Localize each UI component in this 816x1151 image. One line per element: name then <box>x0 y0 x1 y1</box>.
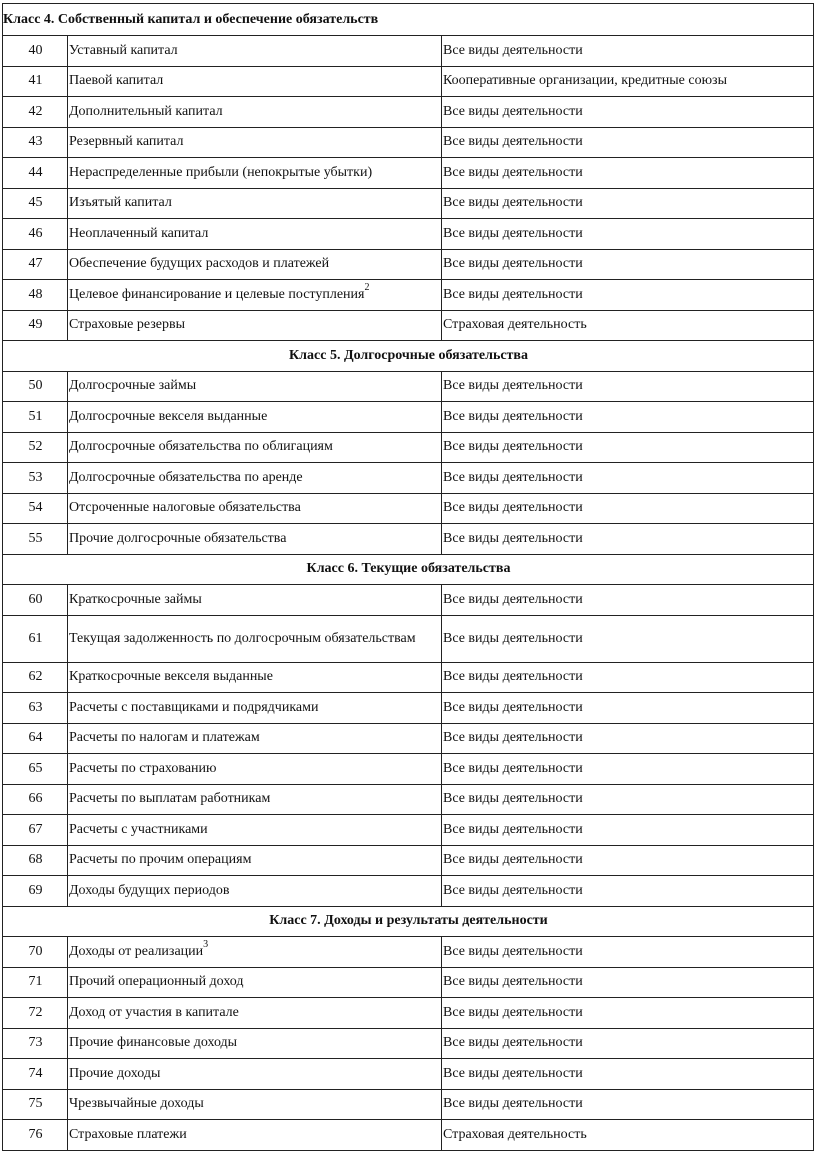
account-name-cell <box>68 493 442 524</box>
table-row <box>3 280 814 311</box>
account-number: 62 <box>3 662 68 693</box>
activity-scope: Все виды деятельности <box>442 754 814 785</box>
activity-scope: Все виды деятельности <box>442 723 814 754</box>
table-row <box>3 784 814 815</box>
table-row <box>3 998 814 1029</box>
table-row <box>3 463 814 494</box>
activity-scope: Все виды деятельности <box>442 998 814 1029</box>
account-name: Изъятый капитал <box>69 195 172 211</box>
activity-scope: Все виды деятельности <box>442 815 814 846</box>
activity-scope: Все виды деятельности <box>442 127 814 158</box>
account-name: Текущая задолженность по долгосрочным обязательствам <box>69 630 416 646</box>
account-number: 73 <box>3 1028 68 1059</box>
activity-scope: Все виды деятельности <box>442 371 814 402</box>
account-name-cell <box>68 36 442 67</box>
account-number: 70 <box>3 937 68 968</box>
activity-scope: Все виды деятельности <box>442 36 814 67</box>
account-name-cell <box>68 127 442 158</box>
account-name-cell <box>68 615 442 662</box>
activity-scope: Страховая деятельность <box>442 310 814 341</box>
table-row <box>3 815 814 846</box>
account-number: 52 <box>3 432 68 463</box>
activity-scope: Все виды деятельности <box>442 784 814 815</box>
account-name: Расчеты по прочим операциям <box>69 852 252 868</box>
account-name: Прочие финансовые доходы <box>69 1035 238 1051</box>
table-row <box>3 662 814 693</box>
activity-scope: Все виды деятельности <box>442 188 814 219</box>
section-header-row <box>3 906 814 937</box>
table-row <box>3 723 814 754</box>
table-row <box>3 310 814 341</box>
account-name-cell <box>68 158 442 189</box>
account-name: Страховые платежи <box>69 1126 187 1142</box>
chart-of-accounts-document <box>2 3 813 1151</box>
account-number: 61 <box>3 615 68 662</box>
account-name: Дополнительный капитал <box>69 103 223 119</box>
activity-scope: Все виды деятельности <box>442 280 814 311</box>
table-row <box>3 524 814 555</box>
account-name-cell <box>68 1059 442 1090</box>
account-name-cell <box>68 310 442 341</box>
account-number: 68 <box>3 845 68 876</box>
account-name-cell <box>68 280 442 311</box>
account-name: Доходы от реализации <box>69 943 204 959</box>
table-row <box>3 1089 814 1120</box>
account-number: 66 <box>3 784 68 815</box>
table-row <box>3 36 814 67</box>
account-name-cell <box>68 845 442 876</box>
activity-scope: Все виды деятельности <box>442 432 814 463</box>
table-row <box>3 1120 814 1151</box>
activity-scope: Кооперативные организации, кредитные союзы <box>442 66 814 97</box>
account-number: 41 <box>3 66 68 97</box>
activity-scope: Все виды деятельности <box>442 876 814 907</box>
activity-scope: Все виды деятельности <box>442 249 814 280</box>
activity-scope: Все виды деятельности <box>442 937 814 968</box>
account-name-cell <box>68 998 442 1029</box>
activity-scope: Все виды деятельности <box>442 463 814 494</box>
activity-scope: Все виды деятельности <box>442 662 814 693</box>
table-row <box>3 493 814 524</box>
section-header-row <box>3 341 814 372</box>
table-row <box>3 158 814 189</box>
account-name-cell <box>68 876 442 907</box>
table-row <box>3 876 814 907</box>
account-name-cell <box>68 967 442 998</box>
account-number: 69 <box>3 876 68 907</box>
account-name: Доход от участия в капитале <box>69 1004 239 1020</box>
account-name-cell <box>68 723 442 754</box>
section-title: Класс 4. Собственный капитал и обеспечение обязательств <box>3 4 814 36</box>
account-name: Доходы будущих периодов <box>69 882 230 898</box>
table-row <box>3 432 814 463</box>
account-name-cell <box>68 1089 442 1120</box>
account-number: 72 <box>3 998 68 1029</box>
account-number: 42 <box>3 97 68 128</box>
account-name-cell <box>68 585 442 616</box>
account-name-cell <box>68 402 442 433</box>
account-name: Прочие доходы <box>69 1065 161 1081</box>
account-name-cell <box>68 1028 442 1059</box>
account-name: Неоплаченный капитал <box>69 225 209 241</box>
account-name: Резервный капитал <box>69 134 184 150</box>
account-name-cell <box>68 524 442 555</box>
account-name: Расчеты по страхованию <box>69 760 217 776</box>
account-name: Страховые резервы <box>69 317 185 333</box>
account-number: 75 <box>3 1089 68 1120</box>
account-name: Долгосрочные векселя выданные <box>69 408 268 424</box>
activity-scope: Страховая деятельность <box>442 1120 814 1151</box>
section-header-row <box>3 4 814 36</box>
account-name-cell <box>68 754 442 785</box>
account-name-cell <box>68 188 442 219</box>
section-title: Класс 5. Долгосрочные обязательства <box>3 341 814 372</box>
account-name-cell <box>68 1120 442 1151</box>
table-row <box>3 693 814 724</box>
account-number: 60 <box>3 585 68 616</box>
account-name: Нераспределенные прибыли (непокрытые убытки) <box>69 164 373 180</box>
account-name: Прочий операционный доход <box>69 974 244 990</box>
account-name: Отсроченные налоговые обязательства <box>69 500 301 516</box>
table-row <box>3 585 814 616</box>
account-name-cell <box>68 662 442 693</box>
table-row <box>3 615 814 662</box>
table-row <box>3 219 814 250</box>
account-name-cell <box>68 693 442 724</box>
table-row <box>3 66 814 97</box>
table-row <box>3 937 814 968</box>
account-name-cell <box>68 249 442 280</box>
account-name: Долгосрочные обязательства по облигациям <box>69 439 333 455</box>
account-number: 47 <box>3 249 68 280</box>
account-name-cell <box>68 937 442 968</box>
account-number: 53 <box>3 463 68 494</box>
account-number: 51 <box>3 402 68 433</box>
account-number: 67 <box>3 815 68 846</box>
account-name-cell <box>68 66 442 97</box>
activity-scope: Все виды деятельности <box>442 1028 814 1059</box>
account-number: 64 <box>3 723 68 754</box>
account-name: Расчеты по выплатам работникам <box>69 791 271 807</box>
section-title: Класс 7. Доходы и результаты деятельности <box>3 906 814 937</box>
activity-scope: Все виды деятельности <box>442 615 814 662</box>
table-row <box>3 754 814 785</box>
activity-scope: Все виды деятельности <box>442 524 814 555</box>
account-number: 65 <box>3 754 68 785</box>
table-row <box>3 249 814 280</box>
account-number: 74 <box>3 1059 68 1090</box>
account-name: Целевое финансирование и целевые поступления <box>69 286 365 302</box>
activity-scope: Все виды деятельности <box>442 493 814 524</box>
account-number: 55 <box>3 524 68 555</box>
table-row <box>3 188 814 219</box>
account-number: 49 <box>3 310 68 341</box>
table-row <box>3 1028 814 1059</box>
table-row <box>3 371 814 402</box>
activity-scope: Все виды деятельности <box>442 967 814 998</box>
account-name: Чрезвычайные доходы <box>69 1096 204 1112</box>
activity-scope: Все виды деятельности <box>442 219 814 250</box>
table-row <box>3 402 814 433</box>
table-row <box>3 845 814 876</box>
table-row <box>3 97 814 128</box>
activity-scope: Все виды деятельности <box>442 158 814 189</box>
account-name: Уставный капитал <box>69 42 178 58</box>
account-name: Долгосрочные обязательства по аренде <box>69 469 303 485</box>
footnote-marker: 3 <box>203 939 209 951</box>
account-name: Краткосрочные векселя выданные <box>69 669 273 685</box>
section-title: Класс 6. Текущие обязательства <box>3 554 814 585</box>
account-name-cell <box>68 432 442 463</box>
activity-scope: Все виды деятельности <box>442 1089 814 1120</box>
account-number: 71 <box>3 967 68 998</box>
account-number: 44 <box>3 158 68 189</box>
account-name: Паевой капитал <box>69 73 164 89</box>
activity-scope: Все виды деятельности <box>442 693 814 724</box>
activity-scope: Все виды деятельности <box>442 845 814 876</box>
account-number: 43 <box>3 127 68 158</box>
account-number: 63 <box>3 693 68 724</box>
account-name-cell <box>68 219 442 250</box>
account-name-cell <box>68 815 442 846</box>
table-row <box>3 1059 814 1090</box>
account-name: Расчеты с участниками <box>69 821 208 837</box>
account-name: Краткосрочные займы <box>69 591 202 607</box>
account-name: Прочие долгосрочные обязательства <box>69 530 287 546</box>
table-row <box>3 967 814 998</box>
account-number: 48 <box>3 280 68 311</box>
activity-scope: Все виды деятельности <box>442 1059 814 1090</box>
activity-scope: Все виды деятельности <box>442 97 814 128</box>
account-name-cell <box>68 371 442 402</box>
activity-scope: Все виды деятельности <box>442 585 814 616</box>
accounts-table-body <box>3 4 814 1151</box>
account-number: 76 <box>3 1120 68 1151</box>
accounts-table <box>2 3 814 1151</box>
account-number: 54 <box>3 493 68 524</box>
activity-scope: Все виды деятельности <box>442 402 814 433</box>
account-number: 45 <box>3 188 68 219</box>
account-number: 40 <box>3 36 68 67</box>
account-number: 50 <box>3 371 68 402</box>
account-name-cell <box>68 97 442 128</box>
account-name-cell <box>68 784 442 815</box>
footnote-marker: 2 <box>364 282 370 294</box>
account-name: Расчеты с поставщиками и подрядчиками <box>69 699 319 715</box>
section-header-row <box>3 554 814 585</box>
table-row <box>3 127 814 158</box>
account-number: 46 <box>3 219 68 250</box>
account-name: Расчеты по налогам и платежам <box>69 730 260 746</box>
account-name: Обеспечение будущих расходов и платежей <box>69 256 330 272</box>
account-name-cell <box>68 463 442 494</box>
account-name: Долгосрочные займы <box>69 378 197 394</box>
